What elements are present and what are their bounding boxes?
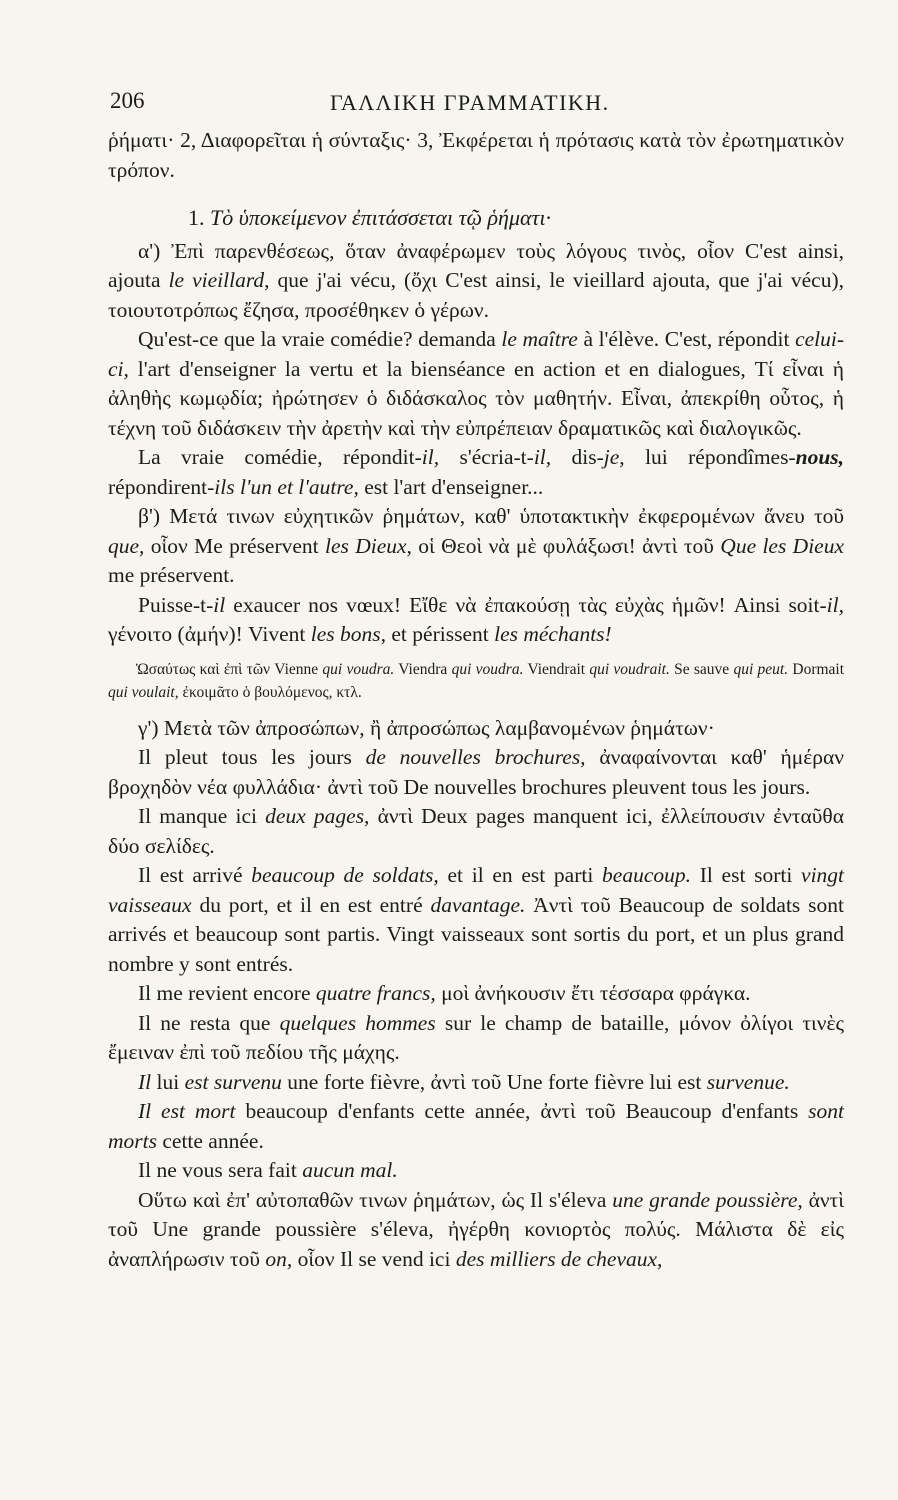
paragraph: Οὕτω καὶ ἐπ' αὐτοπαθῶν τινων ῥημάτων, ὡς Il s'éleva une grande poussière, ἀντὶ τοῦ Une grande poussière s'éleva, ἠγέρθη κονιορτὸς πολύς. Μάλιστα δὲ εἰς ἀναπλήρωσιν τοῦ on, οἷον Il se vend ici des milliers de chevaux, (108, 1187, 844, 1271)
paragraph: Il ne vous sera fait aucun mal. (138, 1158, 398, 1182)
paragraph: Il lui est survenu une forte fièvre, ἀντὶ τοῦ Une forte fièvre lui est survenue. (138, 1069, 790, 1094)
page-body (108, 126, 844, 1274)
paragraph: Qu'est-ce que la vraie comédie? demanda le maître à l'élève. C'est, répondit celui-ci, l'art d'enseigner la vertu et la bienséance en action et en dialogues, Τί εἶναι ἡ ἀληθὴς κωμῳδία; ἠρώτησεν ὁ διδάσκαλος τὸν μαθητήν. Εἶναι, ἀπεκρίθη οὗτος, ἡ τέχνη τοῦ διδάσκειν τὴν ἀρετὴν καὶ τὴν εὐπρέπειαν δραματικῶς καὶ διαλογικῶς. (108, 327, 845, 440)
paragraph: Il pleut tous les jours de nouvelles brochures, ἀναφαίνονται καθ' ἡμέραν βροχηδὸν νέα φυλλάδια· ἀντὶ τοῦ De nouvelles brochures pleuvent tous les jours. (108, 745, 844, 799)
paragraph: Il est mort beaucoup d'enfants cette année, ἀντὶ τοῦ Beaucoup d'enfants sont morts cette année. (108, 1099, 845, 1153)
section-heading: 1. Τὸ ὑποκείμενον ἐπιτάσσεται τῷ ῥήματι· (188, 205, 552, 230)
page-header (110, 88, 838, 118)
paragraph: Il est arrivé beaucoup de soldats, et il en est parti beaucoup. Il est sorti vingt vaisseaux du port, et il en est entré davantage. Ἀντὶ τοῦ Beaucoup de soldats sont arrivés et beaucoup sont partis. Vingt vaisseaux sont sortis du port, et un plus grand nombre y sont entrés. (108, 863, 845, 976)
paragraph: Puisse-t-il exaucer nos vœux! Εἴθε νὰ ἐπακούσῃ τὰς εὐχὰς ἡμῶν! Ainsi soit-il, γένοιτο (ἀμήν)! Vivent les bons, et périssent les méchants! (108, 592, 844, 646)
footnote: Ὡσαύτως καὶ ἐπὶ τῶν Vienne qui voudra. Viendra qui voudra. Viendrait qui voudrait. Se sauve qui peut. Dormait qui voulait, ἐκοιμᾶτο ὁ βουλόμενος, κτλ. (108, 660, 845, 701)
paragraph: Il manque ici deux pages, ἀντὶ Deux pages manquent ici, ἐλλείπουσιν ἐνταῦθα δύο σελίδες. (108, 804, 844, 858)
page-number: 206 (110, 88, 145, 113)
paragraph: Il ne resta que quelques hommes sur le champ de bataille, μόνον ὀλίγοι τινὲς ἔμειναν ἐπὶ τοῦ πεδίου τῆς μάχης. (108, 1010, 845, 1064)
paragraph: Il me revient encore quatre francs, μοὶ ἀνήκουσιν ἔτι τέσσαρα φράγκα. (138, 981, 751, 1005)
paragraph: γ') Μετὰ τῶν ἀπροσώπων, ἢ ἀπροσώπως λαμβανομένων ῥημάτων· (138, 715, 715, 740)
paragraph: La vraie comédie, répondit-il, s'écria-t-il, dis-je, lui répondîmes-nous, répondirent-ils l'un et l'autre, est l'art d'enseigner... (108, 445, 845, 499)
running-title: ΓΑΛΛΙΚΗ ΓΡΑΜΜΑΤΙΚΗ. (330, 90, 610, 115)
paragraph: β') Μετά τινων εὐχητικῶν ῥημάτων, καθ' ὑποτακτικὴν ἐκφερομένων ἄνευ τοῦ que, οἷον Me préservent les Dieux, οἱ Θεοὶ νὰ μὲ φυλάξωσι! ἀντὶ τοῦ Que les Dieux me préservent. (108, 504, 845, 587)
paragraph: ῥήματι· 2, Διαφορεῖται ἡ σύνταξις· 3, Ἐκφέρεται ἡ πρότασις κατὰ τὸν ἐρωτηματικὸν τρόπον. (108, 128, 844, 182)
paragraph: α') Ἐπὶ παρενθέσεως, ὅταν ἀναφέρωμεν τοὺς λόγους τινὸς, οἷον C'est ainsi, ajouta le vieillard, que j'ai vécu, (ὄχι C'est ainsi, le vieillard ajouta, que j'ai vécu), τοιουτοτρόπως ἔζησα, προσέθηκεν ὁ γέρων. (108, 238, 844, 322)
